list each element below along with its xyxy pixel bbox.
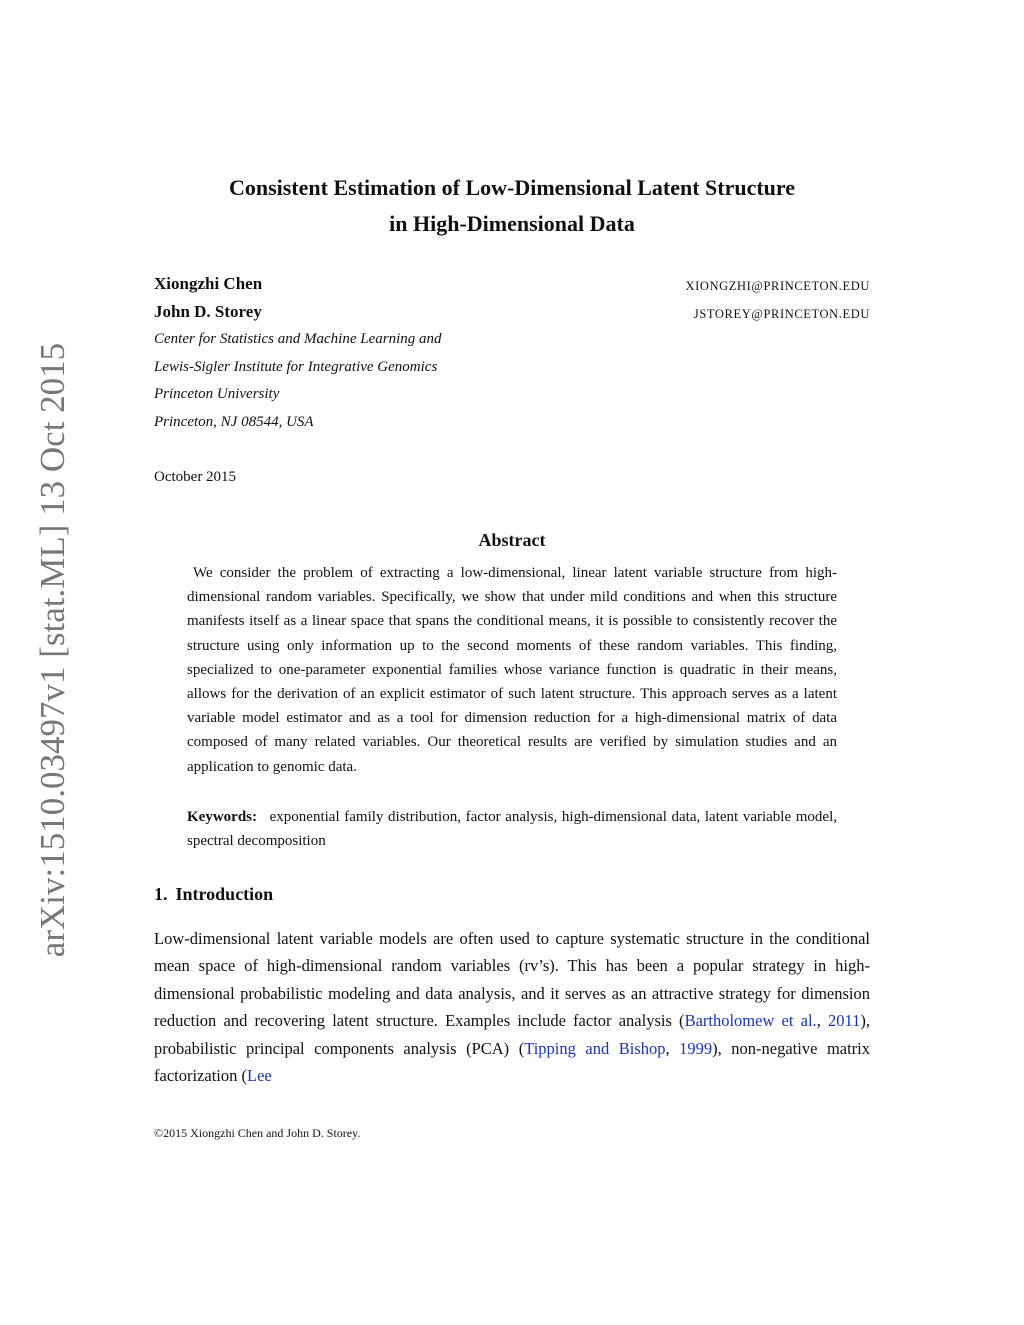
abstract-text: We consider the problem of extracting a low-dimensional, linear latent variable structure from high-dimensional random variables. Specifically, we show that under mild conditions and when this structure manifests itself as a linear space that spans the conditional means, it is possible to consistently recover the structure using only information up to the second moments of these random variables. This finding, specialized to one-parameter exponential families whose variance function is quadratic in their means, allows for the derivation of an explicit estimator of such latent structure. This approach serves as a latent variable model estimator and as a tool for dimension reduction for a high-dimensional matrix of data composed of many related variables. Our theoretical results are verified by simulation studies and an application to genomic data. — [187, 565, 837, 775]
section-title: Introduction — [175, 884, 274, 904]
intro-paragraph — [154, 925, 870, 1089]
affiliation-line-2: Lewis-Sigler Institute for Integrative Genomics — [154, 359, 438, 375]
citation-year-link[interactable]: 1999 — [679, 1038, 713, 1058]
affiliation-line-4: Princeton, NJ 08544, USA — [154, 414, 314, 430]
affiliation-line-3: Princeton University — [154, 386, 280, 402]
section-number: 1. — [154, 884, 168, 904]
citation-link[interactable]: Bartholomew et al. — [684, 1011, 817, 1031]
paper-date: October 2015 — [154, 469, 237, 485]
author-email-1[interactable]: XIONGZHI@PRINCETON.EDU — [685, 279, 870, 293]
author-name-1: Xiongzhi Chen — [154, 274, 263, 293]
affiliation-line-1: Center for Statistics and Machine Learning and — [154, 331, 442, 347]
intro-text-1: Low-dimensional latent variable models are often used to capture systematic structure in the conditional mean space of high-dimensional random variables (rv’s). This has been a popular strategy in high-dimensional probabilistic modeling and data analysis, and it serves as an attractive strategy for dimension reduction and recovering latent structure. Examples include factor analysis ( — [154, 929, 870, 1031]
arxiv-watermark: arXiv:1510.03497v1 [stat.ML] 13 Oct 2015 — [33, 342, 72, 958]
intro-text-3: ), non-negative matrix factorization ( — [154, 1038, 871, 1086]
paper-title — [150, 170, 874, 242]
keywords-block — [187, 805, 837, 853]
abstract-heading: Abstract — [478, 530, 546, 550]
citation-separator: , — [665, 1038, 680, 1058]
copyright-footnote: ©2015 Xiongzhi Chen and John D. Storey. — [154, 1126, 361, 1140]
section-heading — [154, 884, 273, 905]
title-line-2: in High-Dimensional Data — [389, 211, 635, 236]
citation-separator: , — [816, 1011, 828, 1031]
author-email-2[interactable]: JSTOREY@PRINCETON.EDU — [693, 307, 870, 321]
intro-text-2: ), probabilistic principal components analysis (PCA) ( — [154, 1011, 871, 1058]
title-line-1: Consistent Estimation of Low-Dimensional Latent Structure — [228, 175, 796, 200]
keywords-label: Keywords: — [187, 809, 257, 825]
author-name-2: John D. Storey — [154, 302, 262, 321]
citation-year-link[interactable]: 2011 — [828, 1011, 861, 1031]
citation-link[interactable]: Tipping and Bishop — [524, 1038, 666, 1058]
keywords-list: exponential family distribution, factor analysis, high-dimensional data, latent variable model, spectral decomposition — [187, 809, 838, 850]
citation-link[interactable]: Lee — [247, 1066, 272, 1086]
